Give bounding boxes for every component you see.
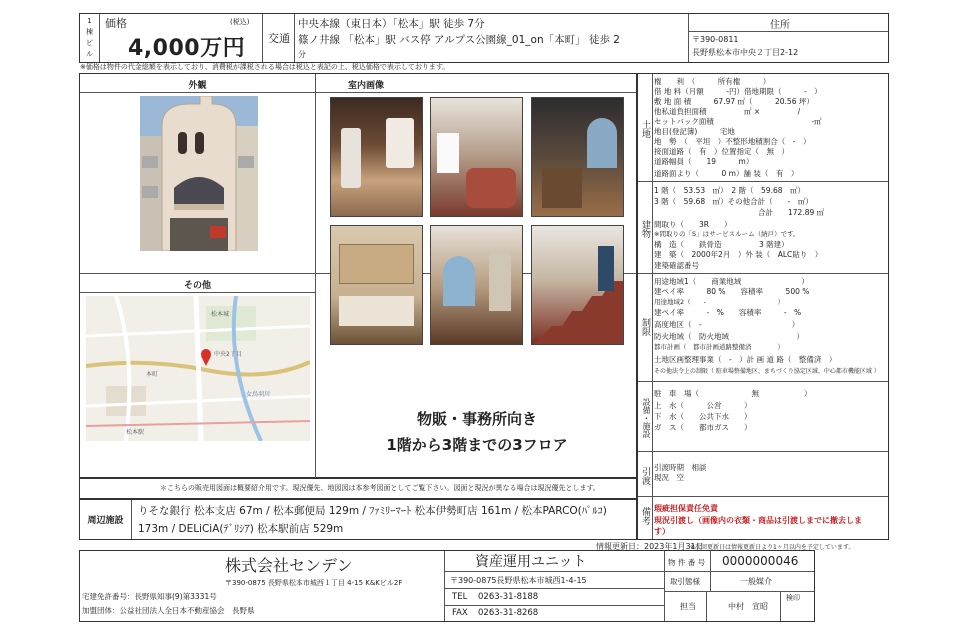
land-row: セットバック面積 -㎡ [654,117,822,126]
side-char: ル [86,50,93,58]
property-type-vertical [80,14,100,62]
divider [780,591,781,621]
side-char: 1 [87,17,92,25]
map-label: 女鳥羽川 [246,391,271,398]
interior-photo-2 [430,97,523,217]
staff-name: 中村 宣昭 [728,602,768,611]
restriction-row: 都市計画（ 都市計画道路整備済 ） [654,343,784,351]
restriction-row: 土地区画整理事業（ - ）計 画 道 路（ 整備済 ） [654,355,837,364]
building-row: 構 造（ 鉄骨造 3 階建） [654,240,789,249]
interior-photo-4 [330,225,423,345]
land-section [638,74,888,182]
facilities-side-label: 設備・施設 [642,398,651,438]
other-panel [80,274,316,479]
land-row: 地目(登記簿) 宅地 [654,127,735,136]
sales-note-box [79,478,637,499]
footer [79,550,815,622]
nearby-box [79,499,637,540]
restriction-row: 高度地区（ - ） [654,320,800,329]
nearby-line-1: りそな銀行 松本支店 67m / 松本郵便局 129m / ﾌｧﾐﾘｰﾏｰﾄ 松本伊勢町店 161m / 松本PARCO(ﾊﾟﾙｺ) [138,505,607,517]
land-side-label: 土地 [640,120,650,138]
update-note: ※次回更新日は情報更新日より1ヶ月以内を予定しています。 [690,544,855,551]
map-label: 本町 [146,371,159,378]
interior-photo-3 [531,97,624,217]
divider [444,605,664,606]
divider [664,551,665,621]
handover-status: 現況 空 [654,473,684,482]
divider [706,591,707,621]
map-label: 松本城 [211,311,230,318]
unit-name: 資産運用ユニット [475,554,587,570]
property-number-label: 物 件 番 号 [668,558,706,567]
land-row: 道路面より（ 0 m）舗 装（ 有 ） [654,169,799,178]
photo-area [79,73,637,478]
building-side-label: 建物 [640,220,650,238]
stamp-label: 検印 [786,594,800,602]
land-row: 他私道負担面積 ㎡ × / [654,107,801,116]
address-label: 住所 [770,20,790,31]
divider [444,551,445,621]
restrictions-side-label: 制限 [640,318,650,336]
transport-label: 交通 [268,32,290,45]
building-row: 1 階（ 53.53 ㎡） 2 階（ 59.68 ㎡） [654,186,806,195]
facility-row: 下 水（ 公共下水 ） [654,412,752,421]
handover-section [638,452,888,497]
handover-time: 引渡時期 相談 [654,463,707,472]
building-row: 3 階（ 59.68 ㎡）その他合計（ - ㎡） [654,197,813,206]
divider [444,588,664,589]
divider [652,382,653,451]
divider [262,14,263,62]
remarks-side-label: 備考 [640,507,650,525]
restriction-row: 用途地域1（ 商業地域 ） [654,277,809,286]
divider [664,571,814,572]
restriction-row: 用途地域2（ - ） [654,298,784,306]
transport-line-3: 分 [298,50,306,59]
divider [294,14,295,62]
divider [652,74,653,181]
land-row: 地 勢 （ 平坦 ）不整形地積割合（ - ） [654,137,811,146]
staircase-graphic [532,226,624,345]
tel-number[interactable]: 0263-31-8188 [478,592,539,602]
interior-label: 室内画像 [347,81,384,91]
remarks-line-3: す） [654,527,670,536]
interior-photo-1 [330,97,423,217]
property-number: 0000000046 [722,554,799,568]
fax-number: 0263-31-8268 [478,608,539,618]
divider [652,274,653,381]
promo-line-1: 物販・事務所向き [416,410,537,428]
address-value: 長野県松本市中央２丁目2-12 [692,48,799,57]
exterior-label: 外観 [188,81,207,91]
transaction-mode: 一般媒介 [740,577,772,586]
building-row: 間取り（ 3R ） [654,220,732,229]
exterior-panel [80,74,316,274]
tel-label: TEL [452,592,468,602]
building-row: 建 築（ 2000年2月 ）外 装（ ALC貼り ） [654,250,823,259]
building-row: 建築確認番号 [654,261,699,270]
divider [80,92,315,93]
company-address: 〒390-0875 長野県松本市城西１丁目 4-15 K&Kビル2F [225,579,403,587]
divider [652,182,653,273]
restriction-row: 建ペイ率 - % 容積率 - % [654,308,802,317]
side-char: 棟 [86,28,93,36]
association: 加盟団体：公益社団法人全日本不動産協会 長野県 [82,606,255,615]
company-name: 株式会社センデン [225,556,353,575]
unit-address: 〒390-0875長野県松本市城西1-4-15 [450,576,587,585]
building-row: 合計 172.89 ㎡ [758,208,825,217]
divider [652,452,653,496]
staff-label: 担当 [680,602,696,611]
restriction-row: その他法令上の制限（ 駐車場整備地区、まちづくり協定区域、中心都市機能区域 ） [654,368,880,375]
map-label: 松本駅 [126,429,145,436]
tax-note: (税込) [230,18,250,26]
price-label: 価格 [105,17,127,30]
update-date: 情報更新日：2023年1月31日 [596,542,704,551]
sales-note: ＊こちらの販売用図面は概要紹介用です。現況優先、地図図は本参考図面としてご覧下さい。図面と現況が異なる場合は現況優先とします。 [160,484,600,492]
price-note: ※価格は物件の代金総額を表示しており、消費税が課税される場合は税込と表記の上、税込価格で表示しております。 [80,63,450,71]
spec-column [637,73,889,540]
divider [80,292,315,293]
restrictions-section [638,274,888,382]
building-section [638,182,888,274]
map-label: 中央2丁目 [214,351,242,358]
license-number: 宅建免許番号：長野県知事(9)第3331号 [82,592,217,601]
fax-label: FAX [452,608,468,618]
transaction-mode-label: 取引態様 [670,577,700,586]
transport-line-1: 中央本線（東日本）「松本」駅 徒歩 7分 [298,18,485,30]
facility-row: ガ ス（ 都市ガス ） [654,423,752,432]
restriction-row: 防火地域（ 防火地域 ） [654,332,804,341]
divider [688,31,888,32]
remarks-line-2: 現況引渡し（画像内の衣類・商品は引渡しまでに撤去しま [654,516,862,525]
facility-row: 駐 車 場（ 無 ） [654,389,812,398]
side-char: ビ [86,39,93,47]
interior-photo-6 [531,225,624,345]
other-label: その他 [183,281,211,291]
transport-line-2: 篠ノ井線 「松本」駅 バス停 アルプス公園線_01_on「本町」 徒歩 2 [298,34,620,46]
nearby-label: 周辺施設 [80,500,132,539]
land-row: 権 利 （ 所有権 ） [654,77,771,86]
handover-side-label: 引渡 [640,466,650,485]
land-row: 敷 地 面 積 67.97 ㎡（ 20.56 坪） [654,97,814,106]
divider [316,92,636,93]
price-value: 4,000万円 [128,36,246,61]
land-row: 借 地 料（月額 -円）借地期限（ - ） [654,87,822,96]
exterior-photo [140,96,258,251]
postal-code: 〒390-0811 [692,35,739,44]
facility-row: 上 水（ 公営 ） [654,401,752,410]
promo-line-2: 1階から3階までの3フロア [386,436,568,454]
header-box [79,13,889,63]
remarks-section [638,497,888,539]
land-row: 接面道路（ 有 ）位置指定（ 無 ） [654,147,789,156]
remarks-line-1: 瑕疵担保責任免責 [654,504,718,513]
land-row: 道路幅員（ 19 m） [654,157,754,166]
divider [664,591,814,592]
divider [444,571,664,572]
facilities-section [638,382,888,452]
nearby-line-2: 173m / DELiCiA(ﾃﾞﾘｼｱ) 松本駅前店 529m [138,523,344,535]
building-row: ※間取りの「S」はサービスルーム（納戸）です。 [654,230,800,238]
divider [688,14,689,62]
restriction-row: 建ペイ率 80 % 容積率 500 % [654,287,810,296]
interior-photo-5 [430,225,523,345]
divider [652,497,653,539]
location-map[interactable] [86,296,310,441]
